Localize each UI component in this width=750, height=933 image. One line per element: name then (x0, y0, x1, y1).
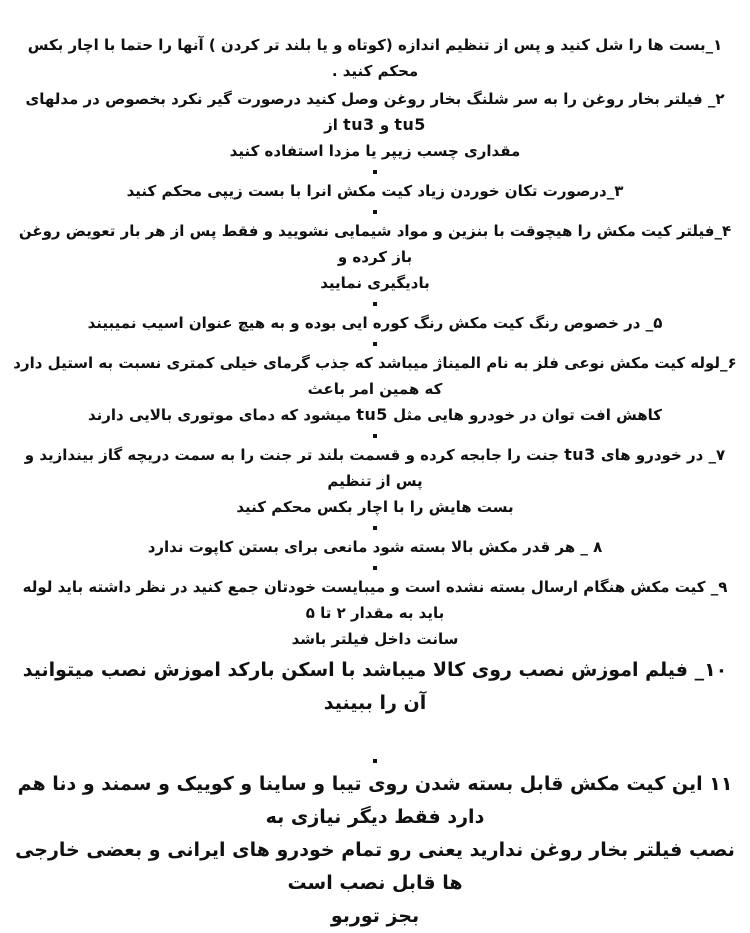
separator-dot (12, 299, 738, 307)
instruction-item (12, 32, 738, 84)
text-segment: ۳_درصورت تکان خوردن زیاد کیت مکش انرا با بست زیپی محکم کنید (126, 182, 624, 200)
instruction-item (12, 350, 738, 428)
instruction-line (12, 350, 738, 402)
instruction-item (12, 178, 738, 204)
separator-dot (12, 523, 738, 531)
instruction-line (12, 402, 738, 428)
instruction-line (12, 310, 738, 336)
text-segment: مقداری چسب زیپر یا مزدا استفاده کنید (229, 142, 521, 160)
separator-dot-mark (373, 342, 377, 346)
instruction-line (12, 900, 738, 933)
instruction-line (12, 86, 738, 138)
instruction-item (12, 768, 738, 933)
separator-dot (12, 756, 738, 764)
separator-dot (12, 167, 738, 175)
instruction-item (12, 654, 738, 720)
text-segment: کاهش افت توان در خودرو هایی مثل (387, 406, 663, 424)
text-segment: ۱۱ این کیت مکش قابل بسته شدن روی تیبا و ساینا و کوییک و سمند و دنا هم دارد فقط دیگر نیازی به (17, 773, 733, 828)
text-segment: جنت را جابجه کرده و قسمت بلند تر جنت را به سمت دریچه گاز بیندازید و پس از تنظیم (24, 446, 565, 490)
separator-dot-mark (373, 302, 377, 306)
separator-dot-mark (373, 566, 377, 570)
instruction-line (12, 218, 738, 270)
text-segment: ۴_فیلتر کیت مکش را هیچوقت با بنزین و مواد شیمایی نشویید و فقط پس از هر بار تعویض روغن باز کرده و (18, 222, 732, 266)
instruction-line (12, 534, 738, 560)
instruction-line (12, 270, 738, 296)
text-segment: از (324, 116, 344, 134)
instruction-item (12, 534, 738, 560)
instruction-item (12, 310, 738, 336)
separator-dot-mark (373, 170, 377, 174)
text-segment: بادیگیری نمایید (320, 274, 430, 292)
model-code: tu3 (564, 445, 596, 464)
instruction-line (12, 442, 738, 494)
text-segment: ۸ _ هر قدر مکش بالا بسته شود مانعی برای بستن کاپوت ندارد (147, 538, 603, 556)
instruction-item (12, 218, 738, 296)
text-segment: ۶_لوله کیت مکش نوعی فلز به نام المیناژ میباشد که جذب گرمای خیلی کمتری نسبت به استیل دارد که همین امر باعث (13, 354, 737, 398)
instruction-line (12, 138, 738, 164)
instruction-line (12, 626, 738, 652)
instruction-line (12, 834, 738, 900)
text-segment: بجز توربو (330, 905, 420, 927)
model-code: tu5 (356, 405, 388, 424)
instruction-line (12, 574, 738, 626)
instruction-line (12, 178, 738, 204)
text-segment: میشود که دمای موتوری بالایی دارند (87, 406, 357, 424)
text-segment: بست هایش را با اچار بکس محکم کنید (236, 498, 514, 516)
model-code: tu5 (394, 115, 426, 134)
separator-dot (12, 563, 738, 571)
instruction-item (12, 442, 738, 520)
instruction-line (12, 654, 738, 720)
separator-dot (12, 207, 738, 215)
instruction-line (12, 768, 738, 834)
text-segment: سانت داخل فیلتر باشد (291, 630, 459, 648)
separator-dot-mark (373, 526, 377, 530)
separator-dot-mark (373, 759, 377, 763)
separator-dot (12, 431, 738, 439)
text-segment: و (374, 116, 395, 134)
separator-dot-mark (373, 210, 377, 214)
text-segment: ۷_ در خودرو های (595, 446, 726, 464)
instruction-item (12, 574, 738, 652)
text-segment: نصب فیلتر بخار روغن ندارید یعنی رو تمام خودرو های ایرانی و بعضی خارجی ها قابل نصب است (15, 839, 735, 894)
separator-dot (12, 339, 738, 347)
model-code: tu3 (343, 115, 375, 134)
instruction-line (12, 32, 738, 84)
text-segment: ۱۰_ فیلم اموزش نصب روی کالا میباشد با اسکن بارکد اموزش نصب میتوانید آن را ببینید (22, 659, 728, 714)
text-segment: ۹_ کیت مکش هنگام ارسال بسته نشده است و میبایست خودتان جمع کنید در نظر داشته باید لوله باید به مقدار ۲ تا ۵ (22, 578, 728, 622)
instruction-line (12, 494, 738, 520)
text-segment: ۱_بست ها را شل کنید و پس از تنظیم اندازه (کوتاه و یا بلند تر کردن ) آنها را حتما با اچار بکس محکم کنید . (27, 36, 723, 80)
instruction-item (12, 86, 738, 164)
text-segment: ۲_ فیلتر بخار روغن را به سر شلنگ بخار روغن وصل کنید درصورت گیر نکرد بخصوص در مدلهای (25, 90, 725, 108)
text-segment: ۵_ در خصوص رنگ کیت مکش رنگ کوره ایی بوده و به هیچ عنوان اسیب نمیبیند (87, 314, 663, 332)
separator-dot-mark (373, 434, 377, 438)
